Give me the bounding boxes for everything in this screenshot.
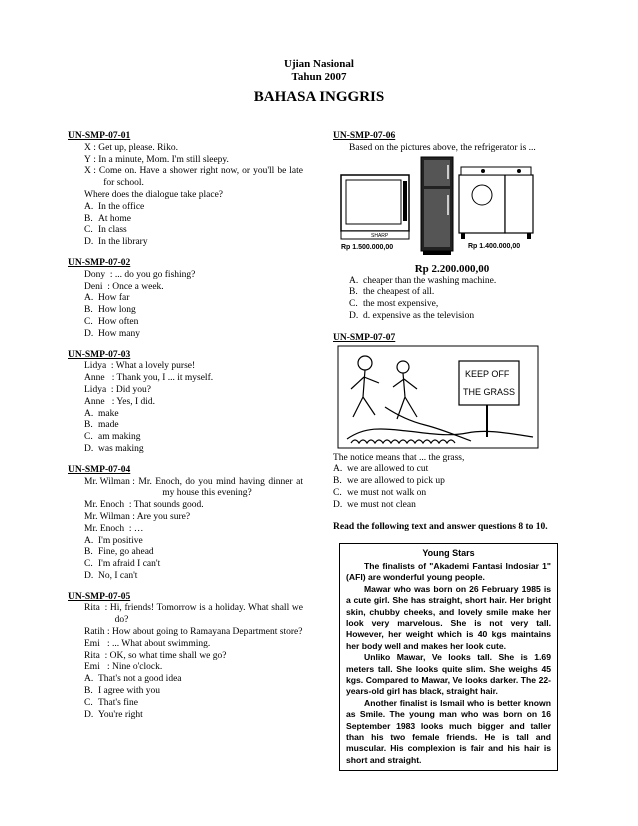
appliances-illustration: [333, 155, 561, 263]
question-stem: Where does the dialogue take place?: [84, 189, 223, 200]
passage-paragraph: Mawar who was born on 26 February 1985 is a cute girl. She has straight, short hair. Her bright skin, chubby cheeks, and lovely smile make her look very marvelous. She is not very tall. However, her weight which is 40 kgs maintains her body well and makes her look cute.: [346, 583, 551, 651]
washing-machine-price: Rp 1.400.000,00: [468, 242, 521, 250]
option-d[interactable]: D. In the library: [84, 237, 148, 248]
speaker: Lidya: [84, 384, 111, 395]
option-b[interactable]: B. made: [84, 420, 119, 431]
dialogue-line: [68, 627, 303, 639]
question-id: UN-SMP-07-05: [68, 591, 131, 602]
passage-paragraph: Unliko Mawar, Ve looks tall. She is 1.69 meters tall. She looks quite slim. She weighs 45 kgs. Compared to Mawar, Ve looks darker. The 22-years-old girl has black, straight hair.: [346, 652, 551, 697]
option-a[interactable]: A. cheaper than the washing machine.: [349, 275, 497, 286]
appliances-picture: [333, 155, 561, 263]
option-c[interactable]: C. I'm afraid I can't: [84, 559, 161, 570]
question-id: UN-SMP-07-02: [68, 257, 131, 268]
sign-text-line1: KEEP OFF: [465, 368, 510, 379]
question-id: UN-SMP-07-01: [68, 131, 131, 141]
question-07: [333, 333, 561, 512]
question-05: [68, 592, 303, 722]
dialogue-line: [68, 477, 303, 501]
option-a[interactable]: A. In the office: [84, 201, 145, 212]
question-02: [68, 258, 303, 341]
speaker: Emi: [84, 662, 107, 673]
question-stem: Based on the pictures above, the refrigerator is ...: [349, 142, 536, 153]
left-column: [68, 131, 303, 730]
tv-price: Rp 1.500.000,00: [341, 243, 394, 251]
dialogue-line: [68, 282, 303, 294]
dialogue-line: [68, 373, 303, 385]
question-id: UN-SMP-07-03: [68, 349, 131, 360]
option-b[interactable]: B. I agree with you: [84, 686, 160, 697]
reading-instruction: Read the following text and answer questions 8 to 10.: [333, 521, 548, 532]
question-01: [68, 131, 303, 249]
dialogue-line: [68, 143, 303, 155]
speaker: Mr. Enoch: [84, 500, 129, 511]
question-04: [68, 465, 303, 583]
reading-passage: [339, 543, 558, 772]
speaker: Anne: [84, 373, 112, 384]
dialogue-text: : In a minute, Mom. I'm still sleepy.: [93, 154, 229, 165]
dialogue-text: : OK, so what time shall we go?: [104, 650, 227, 661]
dialogue-text: : Did you?: [110, 384, 152, 395]
dialogue-text: : That sounds good.: [128, 500, 204, 511]
tv-brand-label: SHARP: [371, 232, 389, 239]
passage-paragraph: The finalists of "Akademi Fantasi Indosiar 1" (AFI) are wonderful young people.: [346, 560, 551, 583]
speaker: Mr. Enoch: [84, 523, 129, 534]
question-id: UN-SMP-07-07: [333, 332, 396, 343]
option-a[interactable]: A. That's not a good idea: [84, 674, 182, 685]
dialogue-text: : Once a week.: [107, 281, 164, 292]
option-b[interactable]: B. the cheapest of all.: [349, 287, 435, 298]
option-d[interactable]: D. How many: [84, 328, 140, 339]
subject-title: BAHASA INGGRIS: [253, 89, 385, 105]
dialogue-line: [68, 651, 303, 663]
option-b[interactable]: B. How long: [84, 305, 136, 316]
option-d[interactable]: D. d. expensive as the television: [349, 310, 475, 321]
speaker: Mr. Wilman: [84, 476, 133, 487]
option-b[interactable]: B. At home: [84, 213, 131, 224]
dialogue-text: : Mr. Enoch, do you mind having dinner at my house this evening?: [132, 476, 303, 499]
speaker: X: [84, 166, 91, 177]
speaker: Deni: [84, 281, 108, 292]
dialogue-line: [68, 662, 303, 674]
sign-text-line2: THE GRASS: [463, 386, 516, 397]
option-c[interactable]: C. the most expensive,: [349, 299, 439, 310]
dialogue-text: : ... do you go fishing?: [109, 269, 196, 280]
option-a[interactable]: A. I'm positive: [84, 535, 143, 546]
option-b[interactable]: B. we are allowed to pick up: [333, 476, 445, 487]
option-c[interactable]: C. we must not walk on: [333, 487, 427, 498]
option-c[interactable]: C. In class: [84, 225, 127, 236]
exam-title: Ujian Nasional: [284, 58, 354, 70]
dialogue-text: : Get up, please. Riko.: [93, 142, 178, 153]
option-c[interactable]: C. How often: [84, 316, 139, 327]
question-stem: The notice means that ... the grass,: [333, 452, 465, 463]
speaker: X: [84, 142, 91, 153]
right-column: [333, 131, 561, 771]
option-d[interactable]: D. was making: [84, 443, 144, 454]
dialogue-text: : How about going to Ramayana Department store?: [106, 627, 303, 638]
dialogue-text: : Hi, friends! Tomorrow is a holiday. What shall we do?: [104, 603, 303, 626]
dialogue-line: [68, 500, 303, 512]
television-image: [341, 175, 409, 239]
speaker: Emi: [84, 638, 107, 649]
dialogue-line: [68, 155, 303, 167]
question-id: UN-SMP-07-04: [68, 464, 131, 475]
speaker: Dony: [84, 269, 110, 280]
speaker: Lidya: [84, 361, 111, 372]
option-b[interactable]: B. Fine, go ahead: [84, 547, 154, 558]
option-c[interactable]: C. That's fine: [84, 697, 138, 708]
dialogue-text: : Thank you, I ... it myself.: [111, 373, 214, 384]
question-03: [68, 350, 303, 456]
option-d[interactable]: D. You're right: [84, 709, 143, 720]
question-id: UN-SMP-07-06: [333, 131, 396, 141]
washing-machine-image: [459, 167, 533, 239]
exam-year: Tahun 2007: [291, 71, 347, 83]
speaker: Ratih: [84, 627, 107, 638]
speaker: Rita: [84, 603, 105, 614]
passage-title: Young Stars: [422, 547, 475, 558]
page-header: [0, 58, 638, 108]
dialogue-text: : What a lovely purse!: [110, 361, 196, 372]
option-d[interactable]: D. we must not clean: [333, 499, 416, 510]
dialogue-line: [68, 166, 303, 190]
dialogue-line: [68, 639, 303, 651]
dialogue-line: [68, 385, 303, 397]
dialogue-text: : Nine o'clock.: [106, 662, 163, 673]
dialogue-line: [68, 603, 303, 627]
question-06: [333, 131, 561, 323]
notice-picture: [337, 345, 561, 453]
passage-paragraph: Another finalist is Ismail who is better known as Smile. The young man who was born on 16 September 1983 looks much bigger and taller than his two female friends. He is tall and muscular. His complexion is fair and his hair is short and straight.: [346, 697, 551, 765]
keep-off-grass-illustration: [337, 345, 549, 451]
dialogue-text: : ... What about swimming.: [106, 638, 211, 649]
speaker: Y: [84, 154, 91, 165]
option-d[interactable]: D. No, I can't: [84, 570, 138, 581]
option-a[interactable]: A. make: [84, 408, 119, 419]
option-c[interactable]: C. am making: [84, 432, 141, 443]
option-a[interactable]: A. How far: [84, 293, 130, 304]
dialogue-line: [68, 270, 303, 282]
dialogue-line: [68, 361, 303, 373]
dialogue-text: : Come on. Have a shower right now, or you'll be late for school.: [93, 166, 303, 189]
dialogue-text: : Yes, I did.: [111, 396, 155, 407]
dialogue-line: [68, 512, 303, 524]
option-a[interactable]: A. we are allowed to cut: [333, 464, 429, 475]
refrigerator-image: [421, 157, 453, 255]
speaker: Anne: [84, 396, 112, 407]
speaker: Rita: [84, 650, 105, 661]
dialogue-line: [68, 397, 303, 409]
dialogue-text: : …: [128, 523, 144, 534]
dialogue-line: [68, 524, 303, 536]
dialogue-text: : Are you sure?: [132, 511, 191, 522]
refrigerator-price: Rp 2.200.000,00: [414, 262, 490, 275]
speaker: Mr. Wilman: [84, 511, 133, 522]
